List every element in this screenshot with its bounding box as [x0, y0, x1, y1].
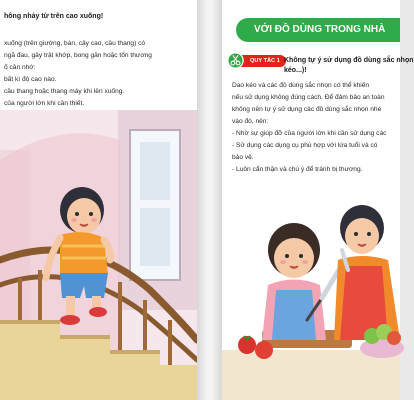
right-page: [222, 0, 414, 400]
rule-text: [284, 56, 414, 76]
right-text-line: không nên tự ý sử dụng các đồ dùng sắc nhọn nhé: [232, 106, 382, 113]
section-header: VỚI ĐỒ DÙNG TRONG NHÀ: [236, 18, 400, 42]
right-text-line: - Luôn cẩn thận và chú ý để tránh bị thương.: [232, 166, 363, 173]
right-text-line: nếu sử dụng không đúng cách. Để đảm bảo an toàn: [232, 94, 385, 101]
right-text-line: - Nhờ sự giúp đỡ của người lớn khi cần sử dụng các: [232, 130, 387, 137]
children-cooking-illustration: [222, 190, 400, 400]
left-text-line: ố cần nhớ:: [4, 64, 36, 71]
rule-text-line: Không tự ý sử dụng đồ dùng sắc nhọn: [284, 57, 414, 64]
right-text-line: bảo vệ.: [232, 154, 254, 161]
right-text-line: - Sử dụng các dụng cụ phù hợp với lứa tuổi và có: [232, 142, 378, 149]
left-text-line: cầu thang hoặc thang máy khi lên xuống.: [4, 88, 125, 95]
boy-on-stairs-illustration: [0, 110, 197, 400]
right-text-line: vào đó, nên:: [232, 118, 269, 125]
left-text-line: của người lớn khi cần thiết.: [4, 100, 85, 107]
left-text-line: ngã đau, gây trật khớp, bong gân hoặc tổn thương: [4, 52, 152, 59]
left-page-title: hông nhảy từ trên cao xuống!: [4, 13, 104, 20]
scissors-icon: [227, 52, 244, 69]
left-text-line: xuống (trên giường, bàn, cây cao, cầu thang) có: [4, 40, 146, 47]
rule-badge: QUY TẮC 1: [232, 55, 286, 67]
rule-text-line: kéo...)!: [284, 67, 307, 74]
book-gutter: [197, 0, 222, 400]
left-text-line: bất kì độ cao nào.: [4, 76, 57, 83]
right-text-line: Dao kéo và các đồ dùng sắc nhọn có thể khiến: [232, 82, 370, 89]
left-page: [0, 0, 197, 400]
